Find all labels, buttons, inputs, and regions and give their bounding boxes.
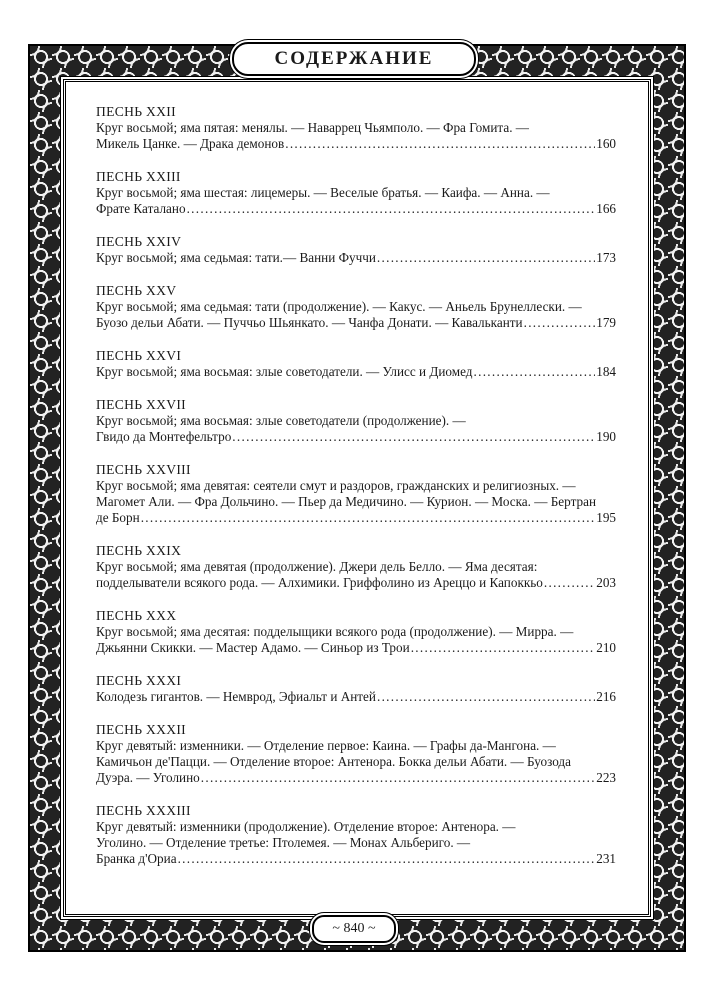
page-reference: 160 [596,136,616,151]
entry-last-line [96,364,616,380]
dot-leader [178,851,596,867]
page-reference: 231 [596,851,616,866]
entry-text-line: Круг восьмой; яма девятая (продолжение). Джери дель Белло. — Яма десятая: [96,559,538,574]
dot-leader [377,689,595,705]
entry-last-line [96,136,616,152]
entry-text-line: Дуэра. — Уголино [96,770,200,785]
canto-heading: ПЕСНЬ XXXIII [96,803,191,818]
page-reference: 195 [596,510,616,525]
canto-heading: ПЕСНЬ XXII [96,104,176,119]
canto-heading: ПЕСНЬ XXXI [96,673,182,688]
dot-leader [141,510,596,526]
dot-leader [201,770,595,786]
entry-text-line: Круг восьмой; яма седьмая: тати (продолжение). — Какус. — Аньель Брунеллески. — [96,299,582,314]
toc-entry [96,608,616,656]
entry-text-line: Круг восьмой; яма восьмая: злые советодатели. — Улисс и Диомед [96,364,473,379]
dot-leader [544,575,595,591]
entry-text-line: Круг восьмой; яма шестая: лицемеры. — Веселые братья. — Каифа. — Анна. — [96,185,550,200]
toc-entry [96,283,616,331]
entry-text-line: Круг восьмой; яма пятая: менялы. — Наваррец Чьямполо. — Фра Гомита. — [96,120,529,135]
entry-text-line: Колодезь гигантов. — Немврод, Эфиальт и Антей [96,689,376,704]
page-reference: 179 [596,315,616,330]
canto-heading: ПЕСНЬ XXVIII [96,462,191,477]
table-of-contents [96,104,616,884]
canto-heading: ПЕСНЬ XXV [96,283,177,298]
canto-heading: ПЕСНЬ XXIV [96,234,182,249]
entry-last-line [96,510,616,526]
entry-text-line: Круг девятый: изменники. — Отделение первое: Каина. — Графы да-Мангона. — [96,738,556,753]
page-reference: 210 [596,640,616,655]
entry-text-line: Круг восьмой; яма десятая: подделыщики всякого рода (продолжение). — Мирра. — [96,624,574,639]
toc-entry [96,803,616,867]
toc-entry [96,462,616,526]
page-number-cartouche [312,915,396,943]
canto-heading: ПЕСНЬ XXXII [96,722,187,737]
canto-heading: ПЕСНЬ XXVII [96,397,187,412]
entry-text-line: Гвидо да Монтефельтро [96,429,232,444]
page-reference: 190 [596,429,616,444]
toc-entry [96,234,616,266]
entry-last-line [96,201,616,217]
dot-leader [187,201,596,217]
entry-text-line: Магомет Али. — Фра Дольчино. — Пьер да Медичино. — Курион. — Моска. — Бертран [96,494,597,509]
toc-entry [96,722,616,786]
toc-entry [96,397,616,445]
entry-text-line: Круг восьмой; яма девятая: сеятели смут и раздоров, гражданских и религиозных. — [96,478,576,493]
entry-text-line: Бранка д'Ориа [96,851,177,866]
title-cartouche [232,42,476,76]
entry-text-line: Буозо дельи Абати. — Пуччьо Шьянкато. — Чанфа Донати. — Кавальканти [96,315,523,330]
entry-text-line: Уголино. — Отделение третье: Птолемея. — Монах Альбериго. — [96,835,471,850]
canto-heading: ПЕСНЬ XXIX [96,543,182,558]
entry-text-line: Камичьон де'Пацци. — Отделение второе: Антенора. Бокка дельи Абати. — Буозода [96,754,571,769]
entry-text-line: Микель Цанке. — Драка демонов [96,136,285,151]
canto-heading: ПЕСНЬ XXX [96,608,177,623]
page-number: ~ 840 ~ [332,921,376,936]
toc-entry [96,104,616,152]
canto-heading: ПЕСНЬ XXIII [96,169,181,184]
page-reference: 216 [596,689,616,704]
dot-leader [285,136,595,152]
dot-leader [474,364,596,380]
entry-text-line: Круг девятый: изменники (продолжение). Отделение второе: Антенора. — [96,819,516,834]
canto-heading: ПЕСНЬ XXVI [96,348,182,363]
dot-leader [377,250,595,266]
entry-last-line [96,575,616,591]
entry-text-line: Круг восьмой; яма седьмая: тати.— Ванни Фуччи [96,250,376,265]
entry-last-line [96,689,616,705]
dot-leader [524,315,596,331]
entry-text-line: Джьянни Скикки. — Мастер Адамо. — Синьор из Трои [96,640,410,655]
entry-last-line [96,315,616,331]
toc-entry [96,673,616,705]
page-reference: 184 [596,364,616,379]
entry-text-line: Фрате Каталано [96,201,186,216]
entry-text-line: подделыватели всякого рода. — Алхимики. Гриффолино из Ареццо и Капоккьо [96,575,543,590]
page-reference: 203 [596,575,616,590]
entry-last-line [96,770,616,786]
entry-last-line [96,851,616,867]
page-reference: 223 [596,770,616,785]
page-reference: 173 [596,250,616,265]
entry-last-line [96,250,616,266]
page-title: СОДЕРЖАНИЕ [274,48,434,69]
entry-text-line: Круг восьмой; яма восьмая: злые советодатели (продолжение). — [96,413,466,428]
entry-text-line: де Борн [96,510,140,525]
entry-last-line [96,429,616,445]
entry-last-line [96,640,616,656]
toc-entry [96,169,616,217]
page-reference: 166 [596,201,616,216]
dot-leader [232,429,595,445]
toc-entry [96,543,616,591]
toc-entry [96,348,616,380]
dot-leader [411,640,596,656]
